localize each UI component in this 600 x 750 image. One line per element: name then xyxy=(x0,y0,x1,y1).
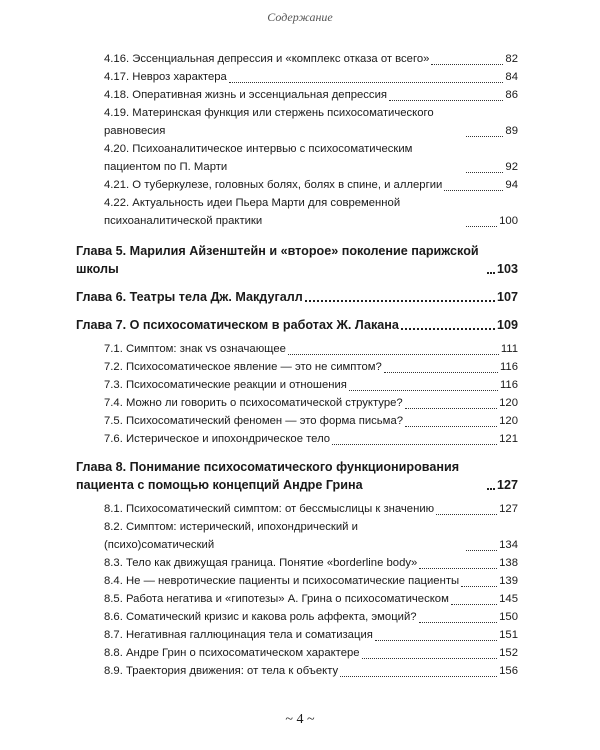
toc-entry[interactable] xyxy=(76,554,518,572)
entry-number: 7.2. xyxy=(104,361,123,373)
entry-title xyxy=(104,572,459,590)
dot-leader xyxy=(431,64,503,65)
dot-leader xyxy=(401,328,495,330)
entry-title xyxy=(104,358,382,376)
dot-leader xyxy=(419,568,497,569)
page-ref: 150 xyxy=(499,611,518,623)
entry-title xyxy=(104,376,347,394)
dot-leader xyxy=(405,426,497,427)
entry-number: 7.6. xyxy=(104,433,123,445)
dot-leader xyxy=(305,300,495,302)
toc-entry[interactable] xyxy=(76,394,518,412)
page-ref: 127 xyxy=(499,503,518,515)
page-ref: 156 xyxy=(499,665,518,677)
entry-text: Актуальность идеи Пьера Марти для современной психоаналитической практики xyxy=(104,197,401,227)
page-ref: 103 xyxy=(496,262,518,276)
dot-leader xyxy=(389,100,503,101)
dot-leader xyxy=(405,408,497,409)
entry-text: Симптом: знак vs означающее xyxy=(125,343,286,355)
dot-leader xyxy=(461,586,497,587)
section-4-entries xyxy=(76,50,518,230)
section-7-entries xyxy=(76,340,518,448)
toc-entry[interactable] xyxy=(76,608,518,626)
entry-text: Траектория движения: от тела к объекту xyxy=(125,665,339,677)
entry-title xyxy=(104,662,338,680)
running-header: Содержание xyxy=(267,10,333,24)
entry-text: Невроз характера xyxy=(132,71,227,83)
page-ref: 92 xyxy=(505,161,518,173)
entry-text: Негативная галлюцинация тела и соматизация xyxy=(125,629,373,641)
page-ref: 139 xyxy=(499,575,518,587)
entry-title xyxy=(104,340,286,358)
entry-title xyxy=(104,626,373,644)
entry-text: Истерическое и ипохондрическое тело xyxy=(125,433,331,445)
dot-leader xyxy=(375,640,497,641)
dot-leader xyxy=(436,514,497,515)
page-ref: 100 xyxy=(499,215,518,227)
entry-number: 7.5. xyxy=(104,415,123,427)
dot-leader xyxy=(451,604,497,605)
entry-text: Оперативная жизнь и эссенциальная депрессия xyxy=(132,89,387,101)
entry-text: Соматический кризис и какова роль аффекта, эмоций? xyxy=(125,611,417,623)
entry-title xyxy=(104,68,227,86)
chapter-title: Глава 6. Театры тела Дж. Макдугалл xyxy=(76,290,303,304)
entry-number: 4.19. xyxy=(104,107,130,119)
dot-leader xyxy=(466,136,503,137)
entry-title xyxy=(104,554,417,572)
entry-title xyxy=(104,50,429,68)
entry-number: 8.6. xyxy=(104,611,123,623)
entry-text: Психосоматический симптом: от бессмыслицы к значению xyxy=(125,503,435,515)
entry-number: 8.8. xyxy=(104,647,123,659)
page-ref: 111 xyxy=(500,343,518,355)
page-ref: 84 xyxy=(505,71,518,83)
page-ref: 120 xyxy=(499,415,518,427)
entry-number: 8.1. xyxy=(104,503,123,515)
dot-leader xyxy=(487,272,495,274)
page-ref: 152 xyxy=(499,647,518,659)
page-ref: 145 xyxy=(499,593,518,605)
page-number: ~ 4 ~ xyxy=(285,712,315,727)
entry-number: 4.17. xyxy=(104,71,130,83)
page-ref: 89 xyxy=(505,125,518,137)
entry-title xyxy=(104,194,464,230)
page-ref: 127 xyxy=(496,478,518,492)
toc-entry[interactable] xyxy=(76,644,518,662)
toc-entry[interactable] xyxy=(76,140,518,176)
entry-number: 7.3. xyxy=(104,379,123,391)
dot-leader xyxy=(419,622,498,623)
dot-leader xyxy=(384,372,498,373)
toc-entry[interactable] xyxy=(76,176,518,194)
page-ref: 116 xyxy=(499,379,518,391)
entry-title xyxy=(104,412,403,430)
chapter-title: Глава 5. Марилия Айзенштейн и «второе» поколение парижской школы xyxy=(76,244,479,276)
page-ref: 121 xyxy=(499,433,518,445)
entry-number: 4.16. xyxy=(104,53,130,65)
toc-entry[interactable] xyxy=(76,412,518,430)
entry-title xyxy=(104,140,464,176)
dot-leader xyxy=(487,488,495,490)
chapter-title: Глава 8. Понимание психосоматического функционирования пациента с помощью концепций Андре Грина xyxy=(76,460,460,492)
entry-text: Андре Грин о психосоматическом характере xyxy=(125,647,360,659)
dot-leader xyxy=(362,658,498,659)
entry-number: 8.9. xyxy=(104,665,123,677)
dot-leader xyxy=(466,550,497,551)
toc-entry[interactable] xyxy=(76,430,518,448)
page-ref: 107 xyxy=(496,290,518,304)
entry-text: Эссенциальная депрессия и «комплекс отказа от всего» xyxy=(132,53,430,65)
toc-entry[interactable] xyxy=(76,500,518,518)
page-ref: 86 xyxy=(505,89,518,101)
chapter-6-entry[interactable] xyxy=(76,288,518,306)
toc-entry[interactable] xyxy=(76,662,518,680)
toc-entry[interactable] xyxy=(76,194,518,230)
entry-title xyxy=(104,86,387,104)
entry-number: 7.1. xyxy=(104,343,123,355)
entry-title xyxy=(104,104,464,140)
dot-leader xyxy=(349,390,498,391)
dot-leader xyxy=(229,82,504,83)
dot-leader xyxy=(340,676,497,677)
toc-entry[interactable] xyxy=(76,86,518,104)
toc-entry[interactable] xyxy=(76,50,518,68)
entry-number: 4.20. xyxy=(104,143,130,155)
entry-number: 4.21. xyxy=(104,179,130,191)
entry-number: 4.18. xyxy=(104,89,130,101)
toc-entry[interactable] xyxy=(76,376,518,394)
page-ref: 138 xyxy=(499,557,518,569)
entry-number: 8.7. xyxy=(104,629,123,641)
entry-number: 8.5. xyxy=(104,593,123,605)
dot-leader xyxy=(444,190,503,191)
toc-entry[interactable] xyxy=(76,572,518,590)
entry-number: 7.4. xyxy=(104,397,123,409)
section-8-entries xyxy=(76,500,518,680)
page-ref: 109 xyxy=(496,318,518,332)
entry-number: 8.3. xyxy=(104,557,123,569)
entry-title xyxy=(104,500,434,518)
entry-text: Материнская функция или стержень психосоматического равновесия xyxy=(104,107,434,137)
toc-entry[interactable] xyxy=(76,68,518,86)
entry-title xyxy=(104,176,442,194)
entry-number: 8.2. xyxy=(104,521,123,533)
toc-entry[interactable] xyxy=(76,518,518,554)
entry-text: Психосоматическое явление — это не симптом? xyxy=(125,361,382,373)
dot-leader xyxy=(332,444,497,445)
chapter-7-entry[interactable] xyxy=(76,316,518,334)
entry-text: Не — невротические пациенты и психосоматические пациенты xyxy=(125,575,460,587)
entry-title xyxy=(104,644,360,662)
page-ref: 120 xyxy=(499,397,518,409)
chapter-8-entry[interactable] xyxy=(76,458,518,494)
toc-entry[interactable] xyxy=(76,626,518,644)
entry-text: Тело как движущая граница. Понятие «borderline body» xyxy=(125,557,418,569)
entry-title xyxy=(104,394,403,412)
entry-title xyxy=(104,608,417,626)
page-ref: 116 xyxy=(499,361,518,373)
chapter-title: Глава 7. О психосоматическом в работах Ж. Лакана xyxy=(76,318,399,332)
entry-title xyxy=(104,590,449,608)
dot-leader xyxy=(288,354,499,355)
page-ref: 134 xyxy=(499,539,518,551)
entry-text: Работа негатива и «гипотезы» А. Грина о психосоматическом xyxy=(125,593,449,605)
table-of-contents xyxy=(76,50,518,680)
dot-leader xyxy=(466,226,497,227)
entry-number: 8.4. xyxy=(104,575,123,587)
page-ref: 82 xyxy=(505,53,518,65)
page-ref: 94 xyxy=(505,179,518,191)
entry-text: Психосоматические реакции и отношения xyxy=(125,379,347,391)
entry-text: Психосоматический феномен — это форма письма? xyxy=(125,415,404,427)
toc-entry[interactable] xyxy=(76,358,518,376)
toc-entry[interactable] xyxy=(76,104,518,140)
entry-title xyxy=(104,430,330,448)
chapter-5-entry[interactable] xyxy=(76,242,518,278)
entry-text: Можно ли говорить о психосоматической структуре? xyxy=(125,397,403,409)
toc-entry[interactable] xyxy=(76,590,518,608)
dot-leader xyxy=(466,172,503,173)
toc-entry[interactable] xyxy=(76,340,518,358)
entry-text: О туберкулезе, головных болях, болях в спине, и аллергии xyxy=(132,179,443,191)
entry-number: 4.22. xyxy=(104,197,130,209)
entry-text: Симптом: истерический, ипохондрический и (психо)соматический xyxy=(104,521,358,551)
entry-text: Психоаналитическое интервью с психосоматическим пациентом по П. Марти xyxy=(104,143,413,173)
page-ref: 151 xyxy=(499,629,518,641)
entry-title xyxy=(104,518,464,554)
